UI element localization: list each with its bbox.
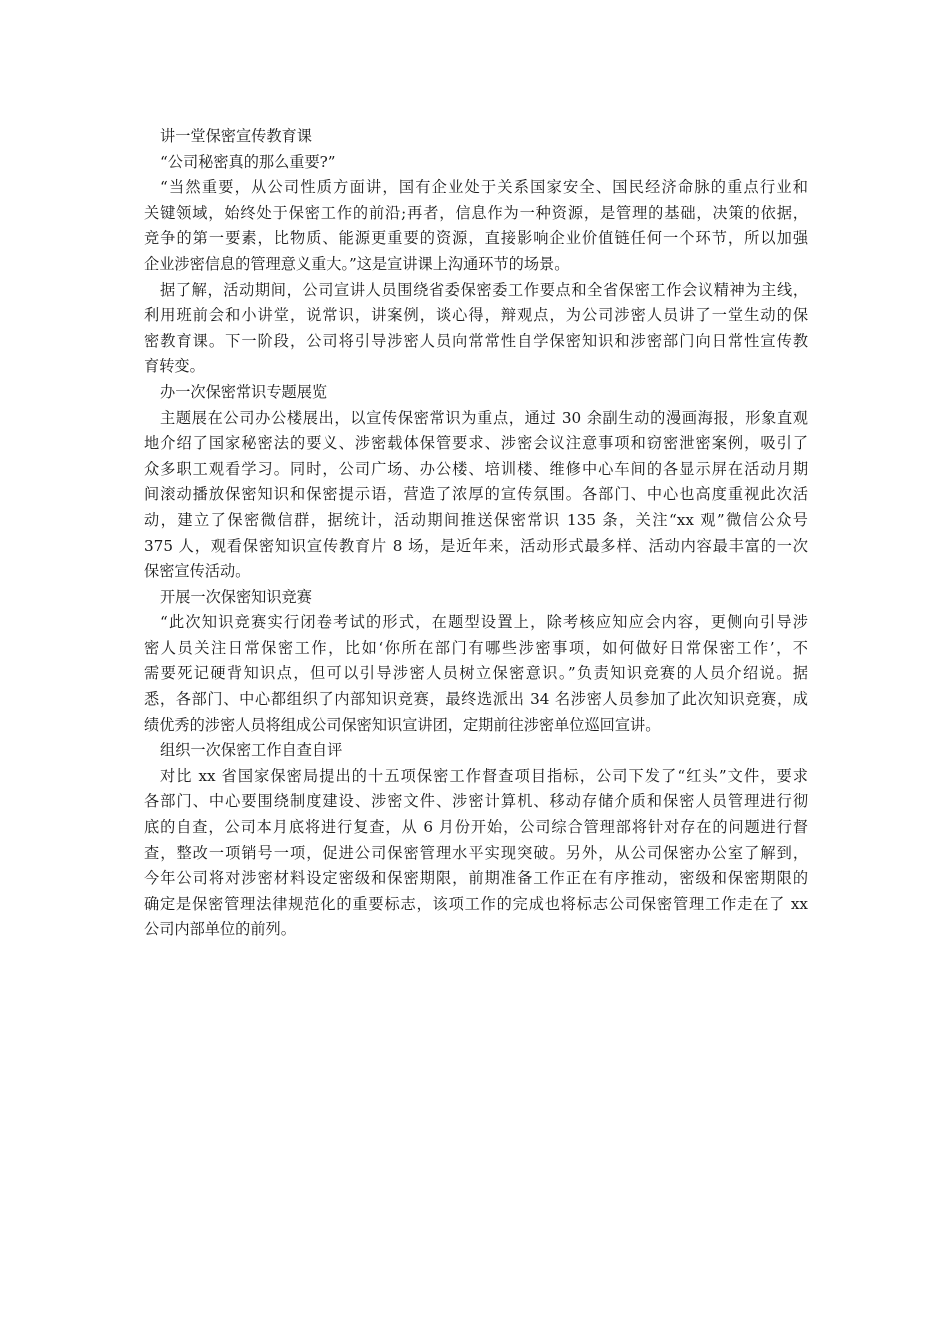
text-line: 关键领域，始终处于保密工作的前沿;再者，信息作为一种资源，是管理的基础，决策的依据， — [144, 203, 808, 222]
text-line: 悉，各部门、中心都组织了内部知识竞赛，最终选派出 34 名涉密人员参加了此次知识竞赛，成 — [144, 690, 808, 709]
text-line: 对比 xx 省国家保密局提出的十五项保密工作督查项目指标，公司下发了“红头”文件，要求 — [160, 766, 808, 785]
text-line: 办一次保密常识专题展览 — [160, 382, 328, 401]
text-line: 主题展在公司办公楼展出，以宣传保密常识为重点，通过 30 余副生动的漫画海报，形象直观 — [160, 408, 808, 427]
text-line: 查，整改一项销号一项，促进公司保密管理水平实现突破。另外，从公司保密办公室了解到， — [144, 843, 808, 862]
text-line: 竞争的第一要素，比物质、能源更重要的资源，直接影响企业价值链任何一个环节，所以加强 — [144, 229, 808, 248]
text-line: 各部门、中心要围绕制度建设、涉密文件、涉密计算机、移动存储介质和保密人员管理进行彻 — [144, 792, 808, 811]
text-line: 今年公司将对涉密材料设定密级和保密期限，前期准备工作正在有序推动，密级和保密期限的 — [144, 869, 808, 888]
text-line: 开展一次保密知识竞赛 — [160, 587, 312, 606]
text-line: 众多职工观看学习。同时，公司广场、办公楼、培训楼、维修中心车间的各显示屏在活动月期 — [144, 459, 808, 478]
text-line: 企业涉密信息的管理意义重大。”这是宣讲课上沟通环节的场景。 — [144, 254, 570, 273]
text-line: 利用班前会和小讲堂，说常识，讲案例，谈心得，辩观点，为公司涉密人员讲了一堂生动的保 — [144, 306, 808, 325]
document-body — [144, 124, 808, 943]
text-line: 育转变。 — [144, 357, 205, 376]
text-line: 动，建立了保密微信群，据统计，活动期间推送保密常识 135 条，关注“xx 观”微信公众号 — [144, 510, 808, 529]
text-line: “公司秘密真的那么重要?” — [160, 152, 336, 171]
text-line: 密人员关注日常保密工作，比如‘你所在部门有哪些涉密事项，如何做好日常保密工作’，不 — [144, 638, 808, 657]
text-line: 公司内部单位的前列。 — [144, 920, 296, 939]
text-line: “当然重要，从公司性质方面讲，国有企业处于关系国家安全、国民经济命脉的重点行业和 — [160, 178, 808, 197]
text-line: 组织一次保密工作自查自评 — [160, 741, 343, 760]
text-line: 底的自查，公司本月底将进行复查，从 6 月份开始，公司综合管理部将针对存在的问题进行督 — [144, 818, 808, 837]
text-line: 需要死记硬背知识点，但可以引导涉密人员树立保密意识。”负责知识竞赛的人员介绍说。据 — [144, 664, 808, 683]
text-line: 绩优秀的涉密人员将组成公司保密知识宣讲团，定期前往涉密单位巡回宣讲。 — [144, 715, 661, 734]
text-line: 保密宣传活动。 — [144, 562, 251, 581]
text-line: 确定是保密管理法律规范化的重要标志，该项工作的完成也将标志公司保密管理工作走在了 xx — [144, 894, 808, 913]
text-line: 讲一堂保密宣传教育课 — [160, 127, 312, 145]
text-line: “此次知识竞赛实行闭卷考试的形式，在题型设置上，除考核应知应会内容，更侧向引导涉 — [160, 613, 808, 632]
text-line: 375 人，观看保密知识宣传教育片 8 场，是近年来，活动形式最多样、活动内容最丰富的一次 — [144, 536, 808, 555]
text-line: 密教育课。下一阶段，公司将引导涉密人员向常常性自学保密知识和涉密部门向日常性宣传教 — [144, 331, 808, 350]
text-line: 据了解，活动期间，公司宣讲人员围绕省委保密委工作要点和全省保密工作会议精神为主线， — [160, 280, 808, 299]
text-line: 地介绍了国家秘密法的要义、涉密载体保管要求、涉密会议注意事项和窃密泄密案例，吸引了 — [144, 434, 808, 453]
text-line: 间滚动播放保密知识和保密提示语，营造了浓厚的宣传氛围。各部门、中心也高度重视此次活 — [144, 485, 808, 504]
